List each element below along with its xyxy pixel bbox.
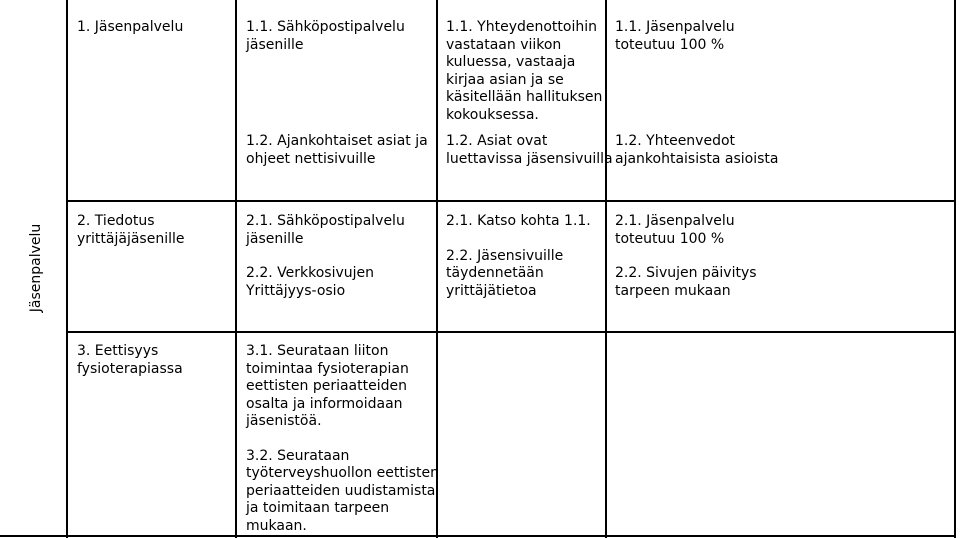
paragraph-gap bbox=[246, 431, 439, 448]
table-right-border bbox=[954, 0, 956, 538]
cell-line: yrittäjäjäsenille bbox=[77, 230, 185, 247]
cell-line: kuluessa, vastaaja bbox=[446, 54, 576, 70]
side-label: Jäsenpalvelu bbox=[28, 223, 44, 313]
paragraph-gap bbox=[246, 248, 405, 265]
cell-line: 2.1. Sähköpostipalvelu bbox=[246, 213, 405, 229]
cell-line: toimintaa fysioterapian bbox=[246, 360, 409, 377]
cell-line: käsitellään hallituksen bbox=[446, 89, 603, 105]
cell-line: periaatteiden uudistamista bbox=[246, 482, 436, 499]
cell-line: tarpeen mukaan bbox=[615, 282, 731, 299]
cell-line: 1.1. Yhteydenottoihin bbox=[446, 19, 597, 35]
cell-line: 2.2. Sivujen päivitys bbox=[615, 265, 757, 281]
paragraph-gap bbox=[615, 248, 757, 265]
cell-line: kokouksessa. bbox=[446, 106, 539, 123]
cell-line: 2.2. Verkkosivujen bbox=[246, 265, 375, 281]
cell-line: jäsenistöä. bbox=[246, 413, 322, 429]
cell-line: ja toimitaan tarpeen bbox=[246, 500, 390, 516]
cell-r1-c2 bbox=[246, 133, 428, 168]
cell-line: 1.1. Jäsenpalvelu bbox=[615, 19, 735, 35]
cell-line: 1. Jäsenpalvelu bbox=[77, 19, 184, 35]
cell-line: vastataan viikon bbox=[446, 36, 562, 53]
cell-line: täydennetään bbox=[446, 265, 544, 281]
cell-line: 1.2. Asiat ovat bbox=[446, 133, 548, 149]
column-divider-2 bbox=[235, 0, 237, 538]
cell-r1-c4 bbox=[615, 133, 779, 168]
cell-r2-c4 bbox=[615, 213, 757, 300]
cell-r3-c2 bbox=[246, 343, 439, 535]
cell-line: osalta ja informoidaan bbox=[246, 395, 403, 412]
cell-line: eettisten periaatteiden bbox=[246, 378, 407, 394]
cell-line: toteutuu 100 % bbox=[615, 36, 725, 53]
cell-line: mukaan. bbox=[246, 517, 307, 534]
cell-r0-c3 bbox=[446, 19, 602, 124]
cell-line: 2. Tiedotus bbox=[77, 213, 155, 229]
cell-line: fysioterapiassa bbox=[77, 360, 183, 377]
cell-line: jäsenille bbox=[246, 230, 304, 247]
column-divider-4 bbox=[605, 0, 607, 538]
cell-line: 3.1. Seurataan liiton bbox=[246, 343, 389, 359]
cell-line: jäsenille bbox=[246, 36, 304, 53]
paragraph-gap bbox=[446, 231, 591, 248]
cell-r2-c2 bbox=[246, 213, 405, 300]
cell-line: 2.2. Jäsensivuille bbox=[446, 247, 564, 264]
cell-line: ajankohtaisista asioista bbox=[615, 150, 779, 167]
cell-line: ohjeet nettisivuille bbox=[246, 150, 376, 167]
cell-r3-c1 bbox=[77, 343, 183, 378]
cell-line: 2.1. Jäsenpalvelu bbox=[615, 213, 735, 229]
cell-r1-c3 bbox=[446, 133, 613, 168]
cell-r2-c3 bbox=[446, 213, 591, 300]
cell-line: kirjaa asian ja se bbox=[446, 71, 564, 88]
cell-line: luettavissa jäsensivuilla bbox=[446, 150, 613, 167]
cell-r0-c4 bbox=[615, 19, 735, 54]
table-bottom-border bbox=[0, 535, 956, 537]
cell-line: 2.1. Katso kohta 1.1. bbox=[446, 213, 591, 229]
cell-line: Yrittäjyys-osio bbox=[246, 282, 346, 299]
cell-line: yrittäjätietoa bbox=[446, 282, 537, 299]
cell-r2-c1 bbox=[77, 213, 185, 248]
column-divider-1 bbox=[66, 0, 68, 538]
cell-r0-c2 bbox=[246, 19, 405, 54]
row-divider-3 bbox=[66, 331, 956, 333]
cell-line: työterveyshuollon eettisten bbox=[246, 465, 440, 481]
cell-line: toteutuu 100 % bbox=[615, 230, 725, 247]
cell-line: 1.2. Yhteenvedot bbox=[615, 133, 736, 149]
row-divider-2 bbox=[66, 200, 956, 202]
cell-line: 1.1. Sähköpostipalvelu bbox=[246, 19, 405, 35]
cell-line: 1.2. Ajankohtaiset asiat ja bbox=[246, 133, 428, 149]
cell-r0-c1 bbox=[77, 19, 183, 37]
cell-line: 3.2. Seurataan bbox=[246, 447, 350, 464]
cell-line: 3. Eettisyys bbox=[77, 343, 159, 359]
